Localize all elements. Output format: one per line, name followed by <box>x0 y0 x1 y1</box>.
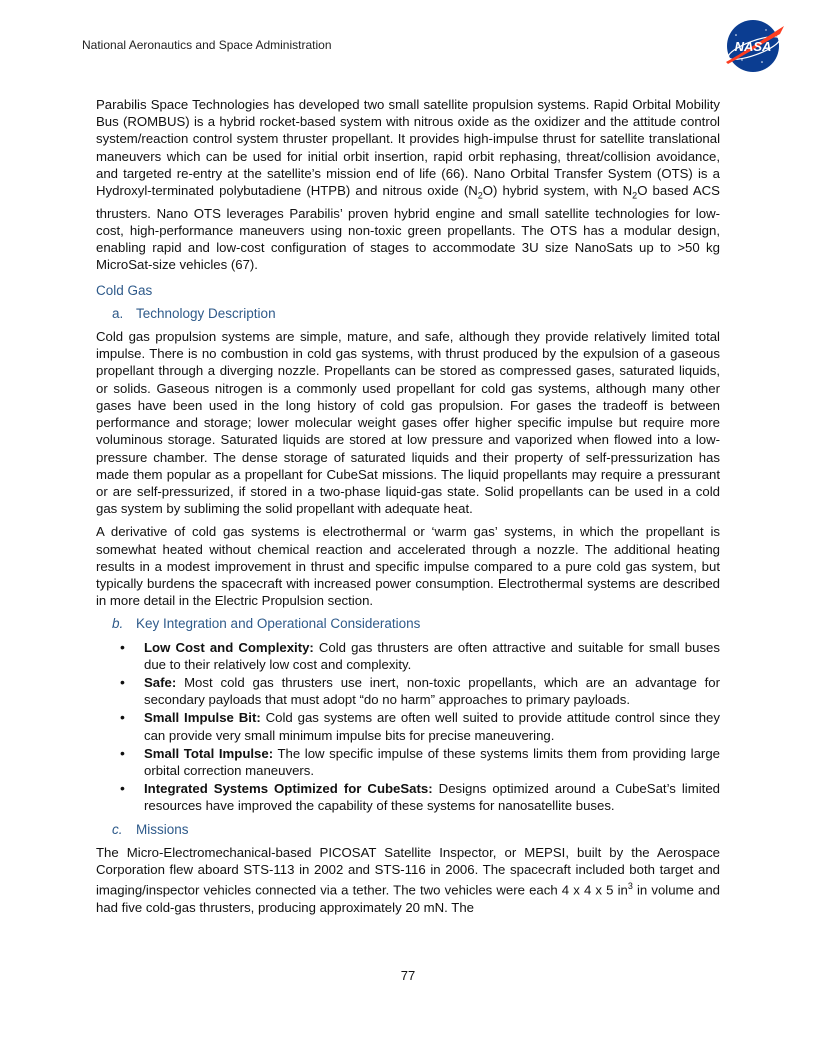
considerations-list <box>96 639 720 815</box>
subheading-integration: b. Key Integration and Operational Considerations <box>112 616 421 632</box>
list-item: • Integrated Systems Optimized for CubeSats: Designs optimized around a CubeSat’s limited resources have improved the capability of these systems for nanosatellite buses. <box>96 780 720 814</box>
missions-paragraph: The Micro-Electromechanical-based PICOSAT Satellite Inspector, or MEPSI, built by the Aerospace Corporation flew aboard STS-113 in 2002 and STS-116 in 2006. The spacecraft included both target and imaging/inspector vehicles connected via a tether. The two vehicles were each 4 x 4 x 5 $in^3$ in volume and had five cold-gas thrusters, producing approximately 20 mN. The <box>96 844 720 915</box>
nasa-logo-text: NASA <box>734 39 772 54</box>
page-number: 77 <box>400 968 416 983</box>
list-item: • Small Total Impulse: The low specific impulse of these systems limits them from providing large orbital correction maneuvers. <box>96 745 720 779</box>
section-heading-cold-gas: Cold Gas <box>96 282 153 298</box>
header-org: National Aeronautics and Space Administration <box>82 38 332 52</box>
tech-paragraph-2: A derivative of cold gas systems is electrothermal or ‘warm gas’ systems, in which the propellant is somewhat heated without chemical reaction and accelerated through a nozzle. The additional heating results in a modest improvement in thrust and specific impulse compared to a pure cold gas system, but typically burdens the spacecraft with increased power consumption. Electrothermal systems are described in more detail in the Electric Propulsion section. <box>96 524 720 609</box>
list-item: • Low Cost and Complexity: Cold gas thrusters are often attractive and suitable for small buses due to their relatively low cost and complexity. <box>96 639 720 673</box>
intro-paragraph: Parabilis Space Technologies has developed two small satellite propulsion systems. Rapid Orbital Mobility Bus (ROMBUS) is a hybrid rocket-based system with nitrous oxide as the oxidizer and the attitude control system/reaction control system thruster propellant. It provides high-impulse thrust for satellite translational maneuvers which can be used for initial orbit insertion, rapid orbit rephasing, threat/collision avoidance, and targeted re-entry at the satellite’s mission end of life (66). Nano Orbital Transfer System (OTS) is a Hydroxyl-terminated polybutadiene (HTPB) and nitrous oxide $(N_2O)$ hybrid system, with $N_2O$ based ACS thrusters. Nano OTS leverages Parabilis’ proven hybrid engine and small satellite technologies for low-cost, high-performance maneuvers using non-toxic green propellants. The OTS has a modular design, enabling rapid and low-cost configuration of stages to accommodate 3U size NanoSats up to >50 kg MicroSat-size vehicles (67). <box>96 97 720 273</box>
tech-paragraph-1: Cold gas propulsion systems are simple, mature, and safe, although they provide relatively limited total impulse. There is no combustion in cold gas systems, with thrust produced by the expulsion of a gaseous propellant through a diverging nozzle. Propellants can be stored as compressed gases, saturated liquids, or solids. Gaseous nitrogen is a commonly used propellant for cold gas systems, although many other gases have been used in the long history of cold gas propulsion. For gases the tradeoff is between performance and storage; lower molecular weight gases offer higher specific impulse but require more voluminous storage. Saturated liquids are stored at low pressure and vaporized when flowed into a low-pressure chamber. The dense storage of saturated liquids and their property of self-pressurization has made them popular as a propellant for CubeSat missions. The liquid propellants may require a pressurant or are self-pressurized, if stored in a two-phase liquid-gas state. Solid propellants can be used in a cold gas system by subliming the solid propellant with adequate heat. <box>96 329 720 517</box>
nasa-logo-icon <box>720 18 786 74</box>
subheading-technology-description: a. Technology Description <box>112 305 276 321</box>
subheading-missions: c. Missions <box>112 821 189 837</box>
list-item: • Safe: Most cold gas thrusters use inert, non-toxic propellants, which are an advantage for secondary payloads that must adopt “do no harm” approaches to primary payloads. <box>96 674 720 708</box>
list-item: • Small Impulse Bit: Cold gas systems are often well suited to provide attitude control since they can provide very small minimum impulse bits for precise maneuvering. <box>96 709 720 743</box>
page-body <box>96 96 720 922</box>
